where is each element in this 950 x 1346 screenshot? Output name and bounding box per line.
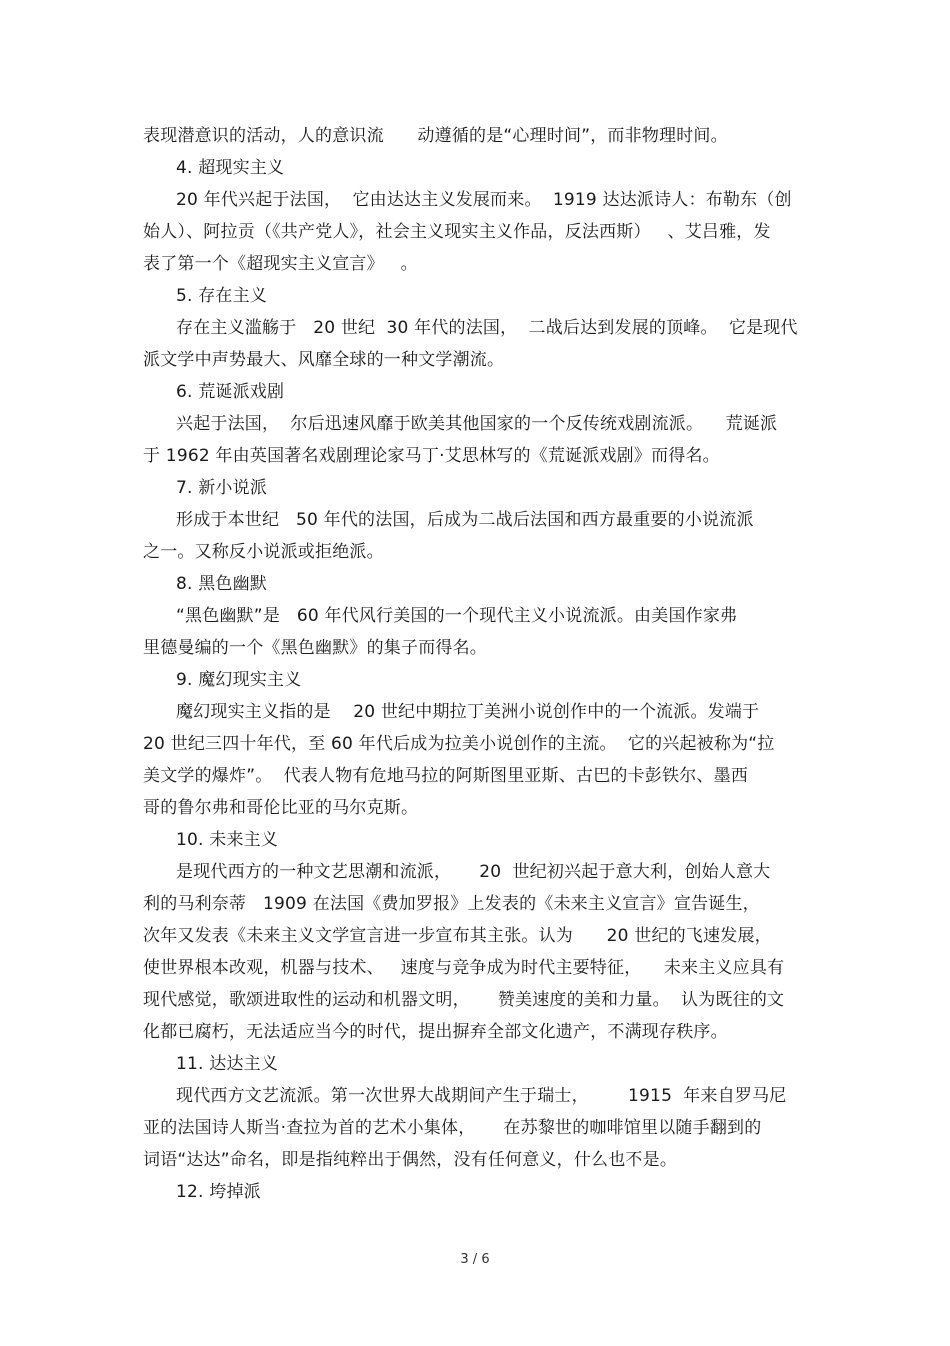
text-line: 始人）、阿拉贡（《共产党人》，社会主义现实主义作品，反法西斯） 、艾吕雅，发	[143, 222, 771, 242]
text-line: 派文学中声势最大、风靡全球的一种文学潮流。	[143, 350, 505, 370]
text-line: “黑色幽默”是 60 年代风行美国的一个现代主义小说流派。由美国作家弗	[176, 606, 738, 626]
section-heading-dadaism: 11. 达达主义	[176, 1054, 279, 1074]
text-line: 20 年代兴起于法国， 它由达达主义发展而来。 1919 达达派诗人：布勒东（创	[176, 190, 792, 210]
section-heading-absurd-theatre: 6. 荒诞派戏剧	[176, 382, 285, 402]
text-line: 现代西方文艺流派。第一次世界大战期间产生于瑞士， 1915 年来自罗马尼	[176, 1086, 787, 1106]
text-line: 化都已腐朽，无法适应当今的时代，提出摒弃全部文化遗产，不满现存秩序。	[143, 1022, 728, 1042]
text-line: 于 1962 年由英国著名戏剧理论家马丁·艾思林写的《荒诞派戏剧》而得名。	[143, 446, 720, 466]
text-line: 次年又发表《未来主义文学宣言进一步宣布其主张。认为 20 世纪的飞速发展，	[143, 926, 772, 946]
text-line: 词语“达达”命名，即是指纯粹出于偶然，没有任何意义，什么也不是。	[143, 1150, 678, 1170]
section-heading-magic-realism: 9. 魔幻现实主义	[176, 670, 302, 690]
text-line: 利的马利奈蒂 1909 在法国《费加罗报》上发表的《未来主义宣言》宣告诞生，	[143, 894, 760, 914]
section-heading-futurism: 10. 未来主义	[176, 830, 279, 850]
text-line: 使世界根本改观，机器与技术、 速度与竞争成为时代主要特征， 未来主义应具有	[143, 958, 785, 978]
text-line: 现代感觉，歌颂进取性的运动和机器文明， 赞美速度的美和力量。 认为既往的文	[143, 990, 785, 1010]
text-line: 20 世纪三四十年代，至 60 年代后成为拉美小说创作的主流。 它的兴起被称为“拉	[143, 734, 775, 754]
text-line: 美文学的爆炸”。 代表人物有危地马拉的阿斯图里亚斯、古巴的卡彭铁尔、墨西	[143, 766, 749, 786]
text-line: 之一。又称反小说派或拒绝派。	[143, 542, 384, 562]
text-line: 表现潜意识的活动，人的意识流 动遵循的是“心理时间”，而非物理时间。	[143, 126, 728, 146]
text-line: 哥的鲁尔弗和哥伦比亚的马尔克斯。	[143, 798, 419, 818]
text-line: 亚的法国诗人斯当·查拉为首的艺术小集体， 在苏黎世的咖啡馆里以随手翻到的	[143, 1118, 762, 1138]
text-line: 表了第一个《超现实主义宣言》 。	[143, 254, 418, 274]
section-heading-surrealism: 4. 超现实主义	[176, 158, 285, 178]
text-line: 兴起于法国， 尔后迅速风靡于欧美其他国家的一个反传统戏剧流派。 荒诞派	[176, 414, 778, 434]
text-line: 魔幻现实主义指的是 20 世纪中期拉丁美洲小说创作中的一个流派。发端于	[176, 702, 760, 722]
section-heading-nouveau-roman: 7. 新小说派	[176, 478, 268, 498]
text-line: 是现代西方的一种文艺思潮和流派， 20 世纪初兴起于意大利，创始人意大	[176, 862, 771, 882]
page-number: 3 / 6	[460, 1252, 490, 1267]
text-line: 形成于本世纪 50 年代的法国，后成为二战后法国和西方最重要的小说流派	[176, 510, 754, 530]
section-heading-black-humor: 8. 黑色幽默	[176, 574, 268, 594]
section-heading-existentialism: 5. 存在主义	[176, 286, 268, 306]
section-heading-beat-generation: 12. 垮掉派	[176, 1182, 261, 1202]
text-line: 存在主义滥觞于 20 世纪 30 年代的法国， 二战后达到发展的顶峰。 它是现代	[176, 318, 798, 338]
text-line: 里德曼编的一个《黑色幽默》的集子而得名。	[143, 638, 487, 658]
